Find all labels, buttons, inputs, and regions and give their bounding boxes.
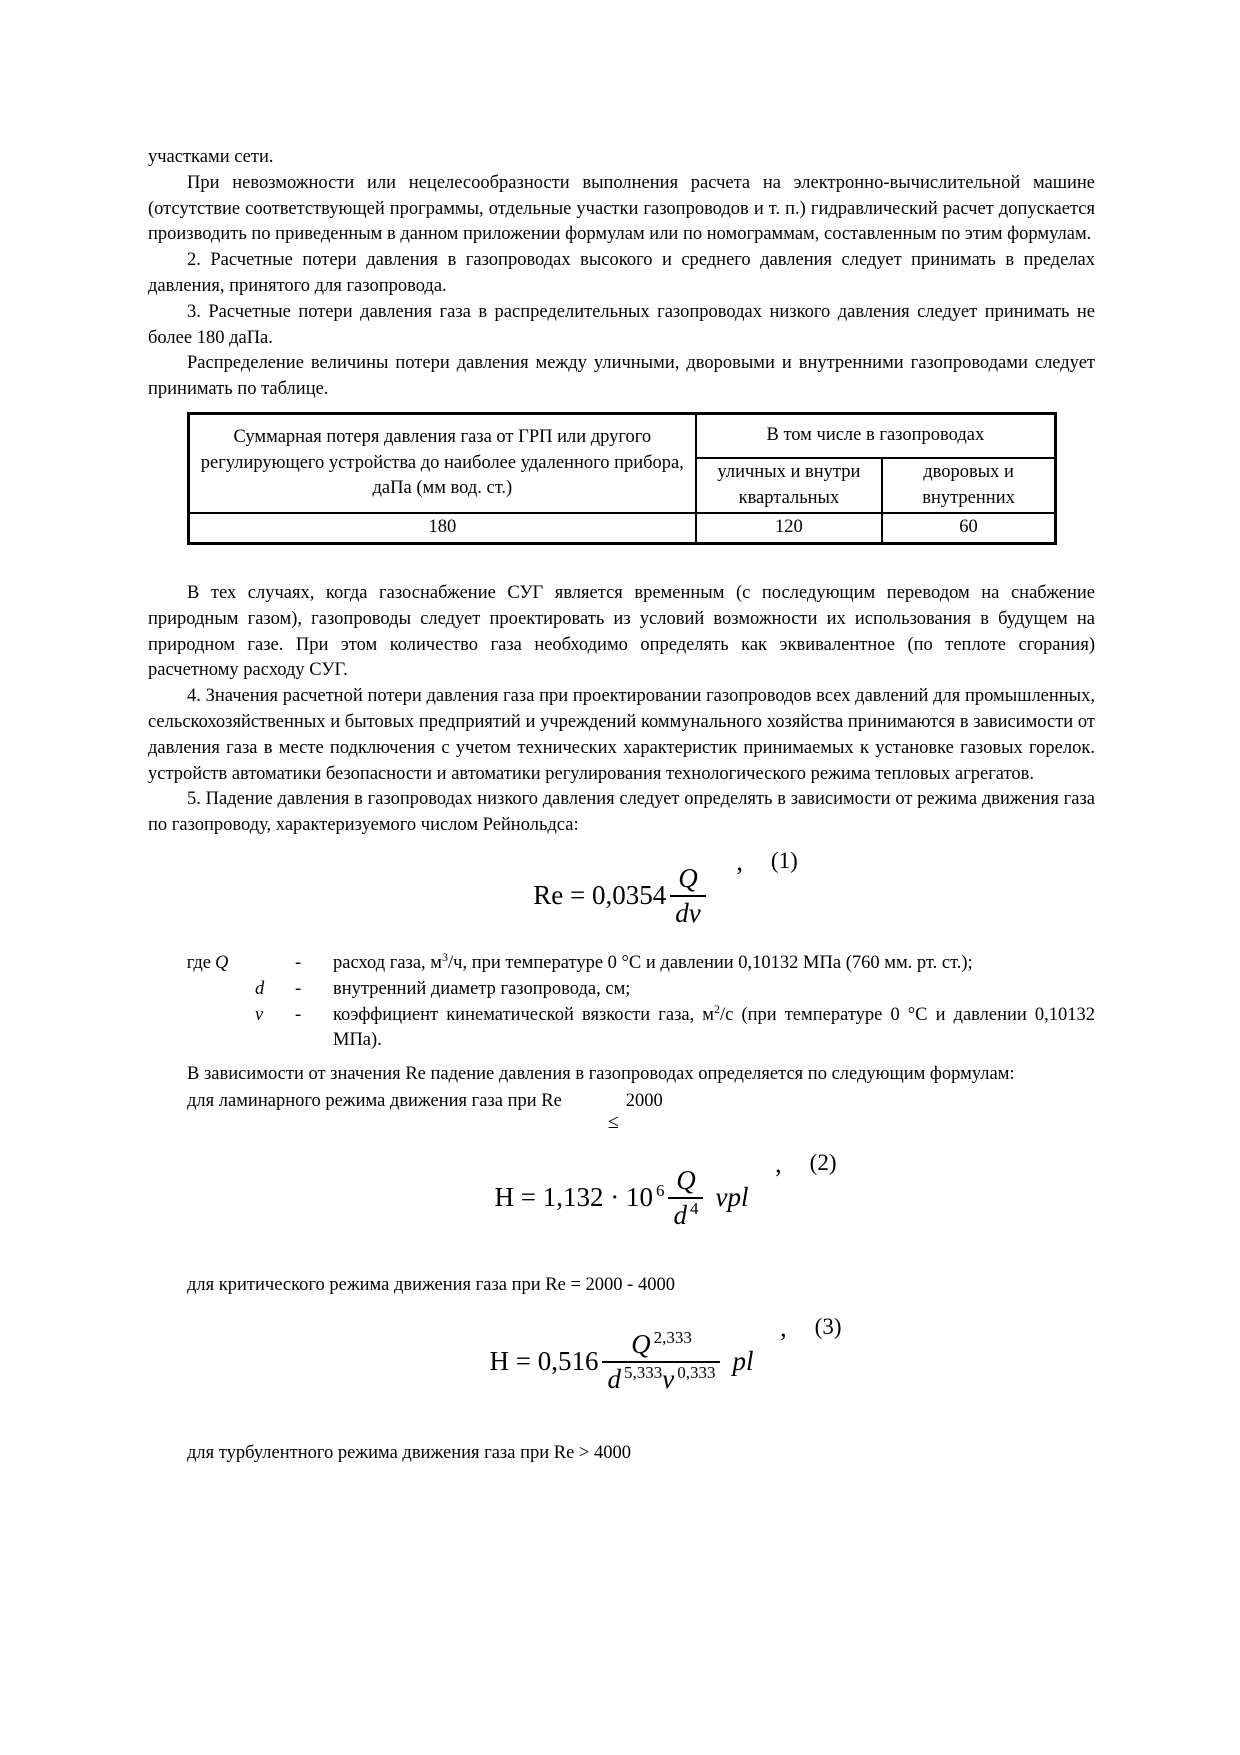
formula-2-tail: vpl — [715, 1182, 749, 1213]
formula-3-tail: pl — [732, 1346, 754, 1377]
formula-3-denominator — [602, 1361, 720, 1395]
paragraph-critical-condition: для критического режима движения газа при Re = 2000 - 4000 — [187, 1274, 675, 1295]
formula-1-fraction — [670, 863, 705, 929]
formula-1-body — [533, 863, 709, 929]
definition-term-d: d — [255, 978, 265, 999]
paragraph-network-sections: участками сети. — [148, 147, 274, 167]
formula-3-den2-base: v — [662, 1363, 675, 1394]
formula-3-body — [490, 1329, 754, 1395]
table-value-total: 180 — [189, 513, 696, 543]
definition-desc-q-part1: расход газа, м — [333, 953, 443, 974]
formula-2-denominator — [668, 1197, 703, 1231]
formula-1-number: (1) — [770, 847, 798, 873]
formula-3-critical — [148, 1312, 1095, 1395]
formula-1-numerator: Q — [678, 862, 698, 893]
formula-2-number: (2) — [809, 1149, 837, 1175]
definition-lead-empty-v — [148, 1003, 215, 1055]
definition-desc-v-part1: коэффициент кинематической вязкости газа, м — [333, 1004, 715, 1025]
less-equal-symbol: ≤ — [607, 1111, 619, 1134]
definition-row-q — [148, 951, 1095, 977]
paragraph-distribution: Распределение величины потери давления между уличными, дворовыми и внутренними газопроводами следует принимать по таблице. — [148, 353, 1095, 400]
table-value-street: 120 — [696, 513, 882, 543]
paragraph-item-4: 4. Значения расчетной потери давления газа при проектировании газопроводов всех давлений для промышленных, сельскохозяйственных и бытовых предприятий и учреждений коммунального хозяйства принимаются в зависимости от давления газа в месте подключения с учетом технических характеристик принимаемых к установке газовых горелок. устройств автоматики безопасности и автоматики регулирования технологического режима тепловых агрегатов. — [148, 686, 1095, 784]
definition-desc-v-part2: /с (при температуре 0 °С и давлении 0,10132 МПа). — [333, 1004, 1096, 1051]
formula-3-lhs: H = 0,516 — [489, 1346, 599, 1377]
formula-3-den1-base: d — [607, 1363, 621, 1394]
formula-3-num-base: Q — [631, 1328, 651, 1359]
table-header-group: В том числе в газопроводах — [696, 413, 1056, 458]
table-header-row-1 — [189, 413, 1056, 458]
definition-desc-q-part2: /ч, при температуре 0 °С и давлении 0,10132 МПа (760 мм. рт. ст.); — [448, 953, 973, 974]
paragraph-item-2: 2. Расчетные потери давления в газопроводах высокого и среднего давления следует принимать в пределах давления, принятого для газопровода. — [148, 250, 1095, 296]
table-header-total-loss: Суммарная потеря давления газа от ГРП или другого регулирующего устройства до наиболее удаленного прибора, даПа (мм вод. ст.) — [189, 413, 696, 513]
formula-1-comma: , — [736, 846, 743, 876]
formula-1-wrap — [533, 846, 798, 929]
definition-desc-d: внутренний диаметр газопровода, см; — [333, 978, 631, 999]
paragraph-depending-on-re: В зависимости от значения Re падение давления в газопроводах определяется по следующим формулам: — [187, 1064, 1015, 1085]
paragraph-turbulent-condition: для турбулентного режима движения газа при Re > 4000 — [187, 1442, 631, 1463]
definition-row-d — [148, 977, 1095, 1003]
definition-dash-q: - — [295, 953, 302, 974]
definition-desc-v — [333, 1003, 1095, 1055]
definition-desc-q — [333, 951, 1095, 977]
definition-dash-v: - — [295, 1004, 302, 1025]
formula-2-comma: , — [775, 1148, 782, 1178]
formula-3-number: (3) — [814, 1313, 842, 1339]
definition-row-v — [148, 1003, 1095, 1055]
definition-where-label: где — [186, 953, 211, 974]
formula-1-denominator: dv — [670, 895, 705, 929]
formula-2-marks — [775, 1148, 837, 1178]
formula-2-laminar — [148, 1148, 1095, 1231]
formula-2-den-sup: 4 — [689, 1198, 699, 1218]
paragraph-sug-temporary: В тех случаях, когда газоснабжение СУГ является временным (с последующим переводом на снабжение природным газом), газопроводы следует проектировать из условий возможности их использования в будущем на природном газе. При этом количество газа необходимо определять как эквивалентное (по теплоте сгорания) расчетному расходу СУГ. — [148, 582, 1095, 681]
paragraph-laminar-condition — [148, 1088, 1095, 1134]
paragraph-item-3: 3. Расчетные потери давления газа в распределительных газопроводах низкого давления следует принимать не более 180 даПа. — [148, 301, 1095, 348]
variable-definitions — [148, 951, 1095, 1054]
formula-2-den-base: d — [673, 1199, 687, 1230]
definition-lead-empty-d — [148, 977, 215, 1003]
formula-3-comma: , — [780, 1312, 787, 1342]
formula-3-den2-sup: 0,333 — [677, 1362, 716, 1382]
formula-2-lhs-text: H = 1,132 · 10 — [494, 1182, 653, 1213]
table-value-yard: 60 — [882, 513, 1055, 543]
formula-2-exponent: 6 — [655, 1181, 665, 1201]
formula-2-fraction — [668, 1165, 703, 1231]
formula-3-num-sup: 2,333 — [653, 1327, 692, 1347]
formula-2-wrap — [494, 1148, 837, 1231]
formula-1-marks — [736, 846, 798, 876]
laminar-condition-text: для ламинарного режима движения газа при Re — [187, 1091, 562, 1112]
formula-2-numerator: Q — [676, 1164, 696, 1195]
definition-term-v: v — [255, 1004, 264, 1025]
formula-3-wrap — [489, 1312, 842, 1395]
table-subheader-yard: дворовых и внутренних — [882, 458, 1055, 513]
formula-1-lhs: Re = 0,0354 — [533, 880, 667, 911]
definition-desc-q-sup: 3 — [442, 949, 449, 964]
formula-2-body — [495, 1165, 749, 1231]
formula-1-reynolds — [148, 846, 1095, 929]
formula-2-lhs — [495, 1182, 665, 1213]
definition-dash-d: - — [295, 978, 302, 999]
paragraph-item-5: 5. Падение давления в газопроводах низкого давления следует определять в зависимости от режима движения газа по газопроводу, характеризуемого числом Рейнольдса: — [148, 789, 1095, 836]
pressure-loss-table — [187, 412, 1057, 545]
formula-3-marks — [780, 1312, 842, 1342]
definition-desc-v-sup: 2 — [714, 1001, 721, 1016]
definition-term-q: Q — [215, 953, 229, 974]
formula-3-den1-sup: 5,333 — [623, 1362, 663, 1382]
paragraph-computer-calculation: При невозможности или нецелесообразности выполнения расчета на электронно-вычислительной машине (отсутствие соответствующей программы, отдельные участки газопроводов и т. п.) гидравлический расчет допускается производить по приведенным в данном приложении формулам или по номограммам, составленным по этим формулам. — [148, 172, 1095, 245]
document-content — [148, 145, 1095, 1467]
table-data-row — [189, 513, 1056, 543]
formula-3-numerator — [626, 1329, 697, 1361]
laminar-condition-value: 2000 — [625, 1091, 663, 1112]
formula-3-fraction — [602, 1329, 720, 1395]
table-subheader-street: уличных и внутри квартальных — [696, 458, 882, 513]
